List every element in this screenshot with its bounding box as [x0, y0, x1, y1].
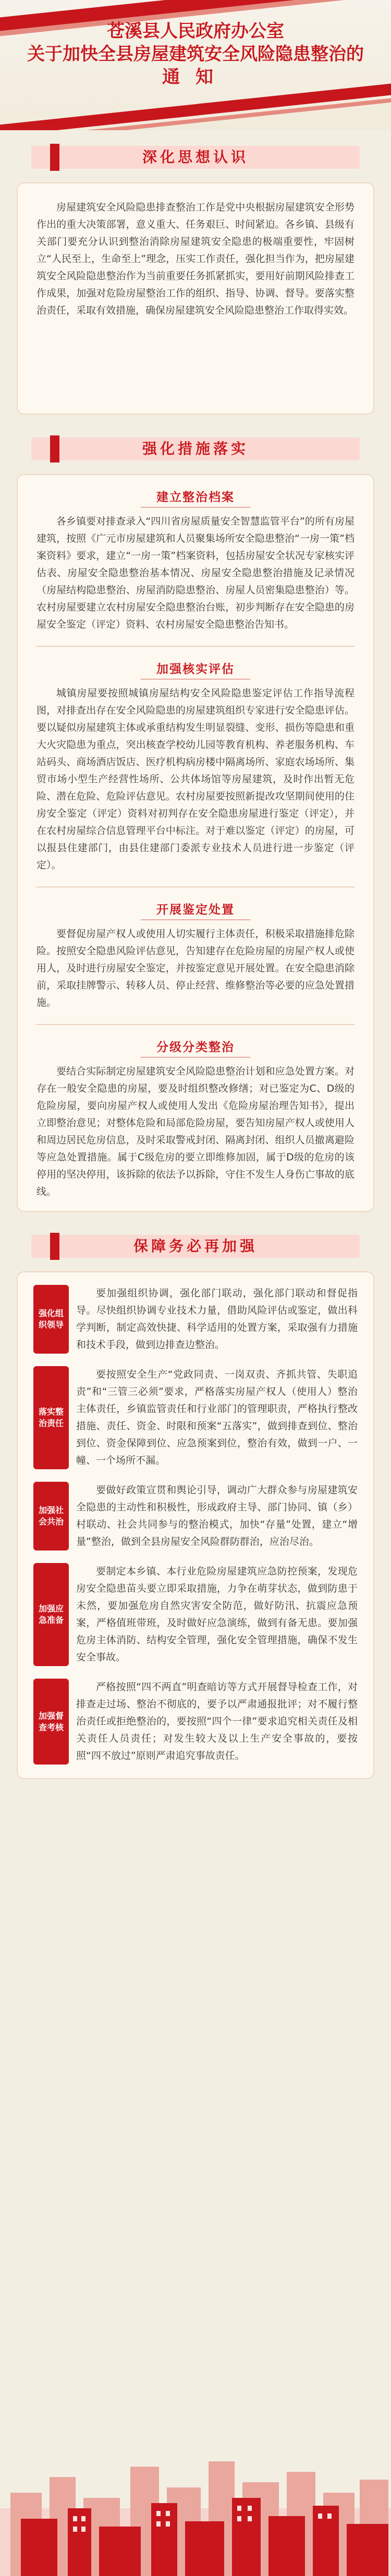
divider: [36, 1024, 355, 1025]
guarantee-row: [33, 1563, 358, 1666]
section-1-heading: [0, 130, 391, 182]
title-line-1: 苍溪县人民政府办公室: [107, 21, 284, 42]
measure-item-2: [36, 659, 355, 874]
title-line-3: 通知: [162, 67, 229, 87]
guarantee-tag: 加强应急准备: [33, 1563, 69, 1666]
city-skyline-illustration: [0, 2430, 391, 2576]
section-3-title: 保障务必再加强: [133, 1237, 258, 1255]
guarantee-tag: 加强社会共治: [33, 1482, 69, 1550]
measure-title: 建立整治档案: [141, 487, 250, 508]
measure-title: 开展鉴定处置: [141, 900, 250, 920]
section-1-title: 深化思想认识: [142, 148, 249, 166]
masthead: [0, 0, 391, 130]
guarantee-row: [33, 1285, 358, 1354]
measure-item-4: [36, 1037, 355, 1201]
divider: [36, 646, 355, 647]
guarantee-tag: 落实整治责任: [33, 1366, 69, 1469]
title-line-2: 关于加快全县房屋建筑安全风险隐患整治的: [27, 44, 364, 65]
measure-text: 各乡镇要对排查录入“四川省房屋质量安全智慧监管平台”的所有房屋建筑，按照《广元市房屋建筑和人员聚集场所安全隐患整治“一房一策”档案资料》要求，建立“一房一策”档案资料，包括房屋安全状况专家核实评估表、房屋安全隐患整治基本情况、房屋安全隐患整治措施及记录情况（房屋结构隐患整治、房屋消防隐患整治、房屋人员密集隐患整治）等。农村房屋要建立农村房屋安全隐患整治台账，初步判断存在安全隐患的房屋安全鉴定（评定）资料、农村房屋安全隐患整治告知书。: [36, 516, 355, 630]
guarantee-row: [33, 1679, 358, 1765]
guarantee-tag: 强化组织领导: [33, 1285, 69, 1354]
measure-item-3: [36, 900, 355, 1011]
guarantee-tag: 加强督查考核: [33, 1679, 69, 1765]
divider: [36, 886, 355, 887]
measure-text: 要结合实际制定房屋建筑安全风险隐患整治计划和应急处置方案。对存在一般安全隐患的房屋，要及时组织整改修缮；对已鉴定为C、D级的危险房屋，要向房屋产权人或使用人发出《危险房屋治理告知书》，提出立即整治意见；对整体危险和局部危险房屋，要告知房屋产权人或使用人和周边居民危房信息，及时采取警戒封闭、隔离封闭、组织人员撤离避险等应急处置措施。属于C级危房的要立即维修加固，属于D级的危房的该停用的坚决停用，该拆除的依法予以拆除，守住不发生人身伤亡事故的底线。: [36, 1066, 355, 1197]
section-3-card: [17, 1271, 374, 1779]
measure-title: 分级分类整治: [141, 1037, 250, 1058]
document-title: [0, 20, 391, 89]
guarantee-text: 要做好政策宣贯和舆论引导，调动广大群众参与房屋建筑安全隐患的主动性和积极性，形成政府主导、部门协同、镇（乡）村联动、社会共同参与的整治模式，加快“存量”处置，建立“增量”整治，做到全县房屋安全风险群防群治，应治尽治。: [76, 1484, 358, 1547]
guarantee-row: [33, 1482, 358, 1550]
measure-text: 要督促房屋产权人或使用人切实履行主体责任，积极采取措施排危除险。按照安全隐患风险评估意见，告知建存在危险房屋的房屋产权人或使用人，及时进行房屋安全鉴定，并按鉴定意见开展处置。在安全隐患消除前，采取挂牌警示、转移人员、停止经营、维修整治等必要的应急处置措施。: [36, 928, 355, 1008]
guarantee-text: 要加强组织协调，强化部门联动，强化部门联动和督促指导。尽快组织协调专业技术力量，借助风险评估或鉴定，做出科学判断，制定高效快捷、科学适用的处置方案，采取强有力措施和技术手段，做到边排查边整治。: [76, 1287, 358, 1350]
measure-text: 城镇房屋要按照城镇房屋结构安全风险隐患鉴定评估工作指导流程图，对排查出存在安全风险隐患的房屋建筑组织专家进行安全隐患评估。要以疑似房屋建筑主体或承重结构发生明显裂缝、变形、损伤等隐患和重大火灾隐患为重点，突出核查学校幼儿园等教育机构、养老服务机构、车站码头、商场酒店饭店、医疗机构病房楼中隔离场所、家庭农场场所、集贸市场小型生产经营性场所、公共体场馆等房屋建筑，及时作出暂无危险、潜在危险、危险评估意见。农村房屋要按照新提改攻坚期间使用的住房安全鉴定（评定）资料对初判存在安全隐患房屋进行鉴定（评定），并在农村房屋综合信息管理平台中标注。对于难以鉴定（评定）的房屋，可以报县住建部门，由县住建部门委派专业技术人员进行进一步鉴定（评定）。: [36, 687, 355, 871]
section-1-card: [17, 182, 374, 415]
section-2-card: [17, 474, 374, 1212]
guarantee-row: [33, 1366, 358, 1469]
section-2-title: 强化措施落实: [142, 440, 249, 457]
measure-item-1: [36, 487, 355, 633]
guarantee-text: 要制定本乡镇、本行业危险房屋建筑应急防控预案，发现危房安全隐患苗头要立即采取措施，力争在萌芽状态，做到防患于未然，要加强危房自然灾害安全防范，做好防汛、抗震应急预案，严格值班带班，及时做好应急演练，做到有备无患。要加强危房主体消防、结构安全管理，强化安全管理措施，确保不发生安全事故。: [76, 1566, 358, 1663]
section-2-heading: [0, 422, 391, 474]
guarantee-text: 严格按照“四不两直”明查暗访等方式开展督导检查工作，对排查走过场、整治不彻底的，要予以严肃通报批评；对不履行整治责任或拒绝整治的，要按照“四个一律”要求追究相关责任及相关责任人员责任；对发生较大及以上生产安全事故的，要按照“四不放过”原则严肃追究事故责任。: [76, 1681, 358, 1761]
section-1-paragraph: 房屋建筑安全风险隐患排查整治工作是党中央根据房屋建筑安全形势作出的重大决策部署，意义重大、任务艰巨、时间紧迫。各乡镇、县级有关部门要充分认识到整治消除房屋建筑安全隐患的极端重要性，牢固树立“人民至上，生命至上”理念，压实工作责任，强化担当作为，把房屋建筑安全风险隐患整治作为当前重要任务抓紧抓实，要用好前期风险排查工作成果，加强对危险房屋整治工作的组织、指导、协调、督导。要落实整治责任，采取有效措施，确保房屋建筑安全风险隐患整治工作取得实效。: [36, 202, 355, 316]
guarantee-text: 要按照安全生产“党政同责、一岗双责、齐抓共管、失职追责”和“三管三必须”要求，严格落实房屋产权人（使用人）整治主体责任，乡镇监管责任和行业部门的管理职责，严格执行整改措施、责任、资金、时限和预案“五落实”，做到排查到位、整治到位、资金保障到位、应急预案到位，整治有效，做到一户、一幢、一个场所不漏。: [76, 1369, 358, 1466]
measure-title: 加强核实评估: [141, 659, 250, 680]
section-3-heading: [0, 1219, 391, 1271]
